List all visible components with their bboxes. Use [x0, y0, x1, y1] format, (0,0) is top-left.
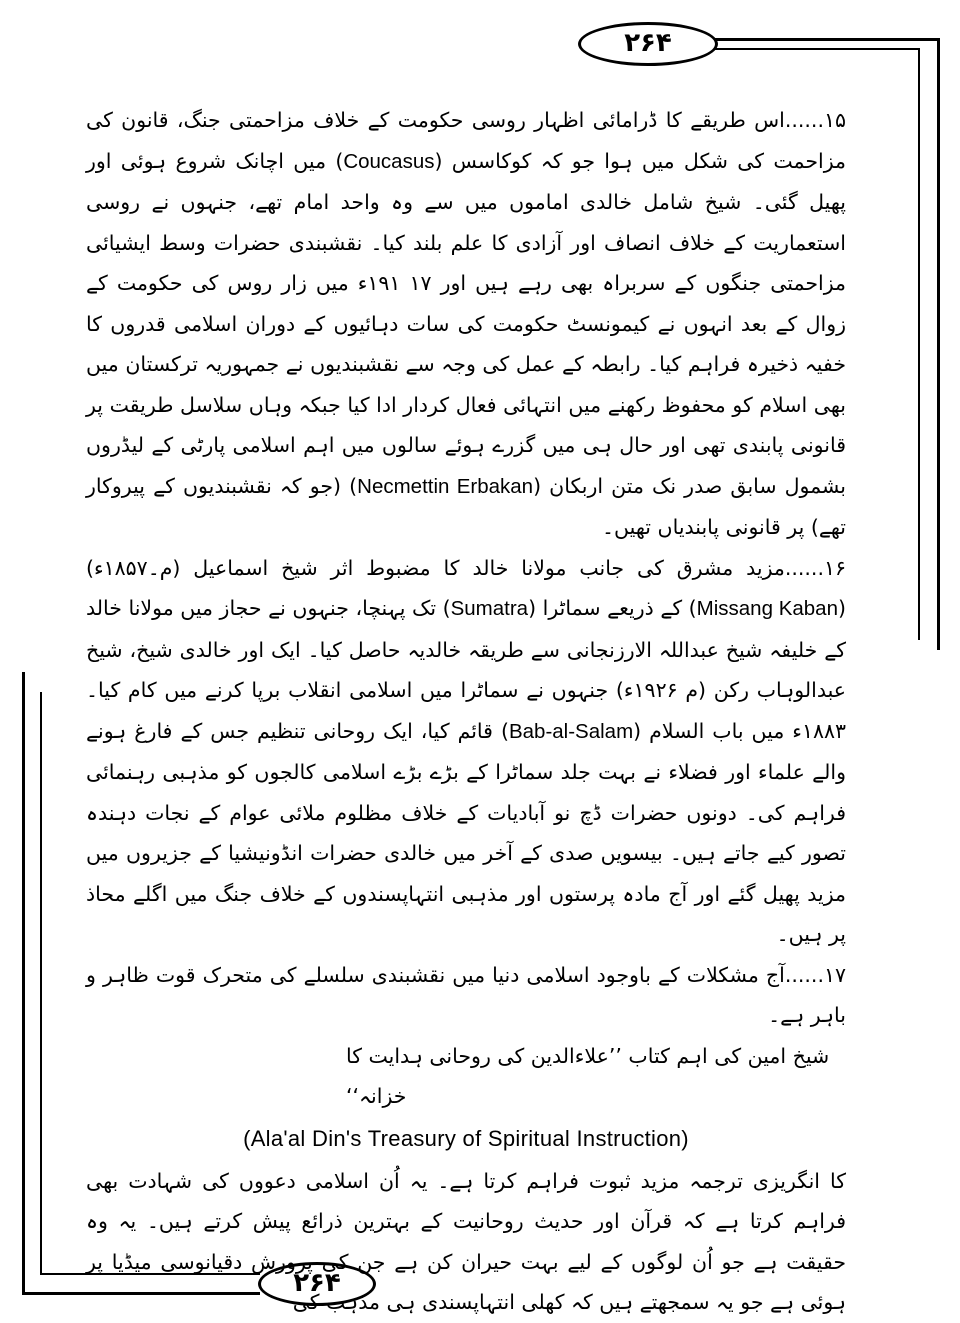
frame-left-line-outer: [22, 672, 25, 1294]
page-number-top: ۲۶۴: [578, 22, 718, 66]
p16-seg-2: ) کے ذریعے سماٹرا (: [528, 596, 697, 620]
frame-top-line-inner: [712, 48, 920, 50]
paragraph-16: [86, 548, 846, 955]
frame-right-line-outer: [937, 38, 940, 650]
english-book-title: (Ala'al Din's Treasury of Spiritual Instruction): [243, 1125, 689, 1151]
p16-english-missang-kaban: Missang Kaban: [696, 597, 838, 620]
p15-seg-2: ) میں اچانک شروع ہوئی اور پھیل گئی۔ شیخ شامل خالدی اماموں میں سے وہ واحد امام تھے، جنہوں نے روسی استعماریت کے خلاف انصاف اور آزادی کا علم بلند کیا۔ نقشبندی حضرات وسط ایشیائی مزاحمتی جنگوں کے سربراہ بھی رہے ہیں اور ۱۷ ۱۹۱ء میں زار روس کی حکومت کے زوال کے بعد انہوں نے کیمونسٹ حکومت کی سات دہائیوں کے دوران اسلامی قدروں کا خفیہ ذخیرہ فراہم کیا۔ رابطہ کے عمل کی وجہ سے نقشبندیوں نے جمہوریہ ترکستان میں بھی اسلام کو محفوظ رکھنے میں انتہائی فعال کردار ادا کیا جبکہ وہاں سلاسل طریقت پر قانونی پابندی تھی اور حال ہی میں گزرے ہوئے سالوں میں اہم اسلامی پارٹی کے لیڈروں بشمول سابق صدر نک متن اربکان (: [86, 148, 847, 498]
paragraph-17: [86, 955, 846, 1036]
p17-seg-0: ۱۷......آج مشکلات کے باوجود اسلامی دنیا میں نقشبندی سلسلے کی متحرک قوت ظاہر و باہر ہے۔: [86, 962, 846, 1027]
frame-right-line-inner: [918, 48, 920, 640]
frame-top-line-outer: [712, 38, 940, 41]
p16-seg-0: ۱۶......مزید مشرق کی جانب مولانا خالد کا مضبوط اثر شیخ اسماعیل (م۔۱۸۵۷ء) (: [86, 555, 846, 620]
final-paragraph: کا انگریزی ترجمہ مزید ثبوت فراہم کرتا ہے۔ یہ اُن اسلامی دعووں کی شہادت بھی فراہم کرتا ہے کہ قرآن اور حدیث روحانیت کے بہترین ذرائع پیش کرتے ہیں۔ یہ وہ حقیقت ہے جو اُن لوگوں کے لیے بہت حیران کن ہے جن کی پرورش دقیانوسی میڈیا پر ہوئی ہے جو یہ سمجھتے ہیں کہ کھلی انتہاپسندی ہی مذہب کی: [86, 1168, 846, 1314]
frame-left-line-inner: [40, 692, 42, 1275]
p15-english-coucasus: Coucasus: [343, 149, 435, 173]
p15-seg-0: ۱۵......اس طریقے کا ڈرامائی اظہار روسی حکومت کے خلاف مزاحمتی جنگ، قانون کی مزاحمت کی شکل میں ہوا جو کہ کوکاسس (: [86, 108, 846, 173]
closing-line: شیخ امین کی اہم کتاب ’’علاءالدین کی روحانی ہدایت کا خزانہ‘‘: [346, 1043, 830, 1108]
main-text: [86, 100, 846, 1323]
p15-english-erbakan: Necmettin Erbakan: [357, 474, 534, 498]
p16-seg-6: ) قائم کیا، ایک روحانی تنظیم جس کے فارغ ہونے والے علماء اور فضلاء نے بہت جلد سماٹرا کے بڑے بڑے اسلامی کالجوں کو مذہبی رہنمائی فراہم کی۔ دونوں حضرات ڈچ نو آبادیات کے خلاف مظلوم ملائی عوام کے نجات دہندہ تصور کیے جاتے ہیں۔ بیسویں صدی کے آخر میں خالدی حضرات انڈونیشیا کے جزیروں میں مزید پھیل گئے اور آج مادہ پرستوں اور مذہبی انتہاپسندوں کے خلاف جنگ میں اگلے محاذ پر ہیں۔: [86, 718, 846, 946]
paragraph-15: [86, 100, 846, 548]
p16-english-bab-al-salam: Bab-al-Salam: [508, 719, 634, 743]
p16-seg-4: ) تک پہنچا، جنہوں نے حجاز میں مولانا خالد کے خلیفہ شیخ عبداللہ الارزنجانی سے طریقہ خالدیہ حاصل کیا۔ ایک اور خالدی شیخ، شیخ عبدالوہاب رکن (م ۱۹۲۶ء) جنہوں نے سماٹرا میں اسلامی انقلاب برپا کرنے میں کام کیا۔ ۱۸۸۳ء میں باب السلام (: [86, 596, 846, 743]
page-number-bottom: ۲۶۴: [258, 1262, 376, 1306]
p15-seg-4: ) (جو کہ نقشبندیوں کے پیروکار تھے) پر قانونی پابندیاں تھیں۔: [86, 473, 846, 539]
p16-english-sumatra: Sumatra: [450, 597, 529, 620]
